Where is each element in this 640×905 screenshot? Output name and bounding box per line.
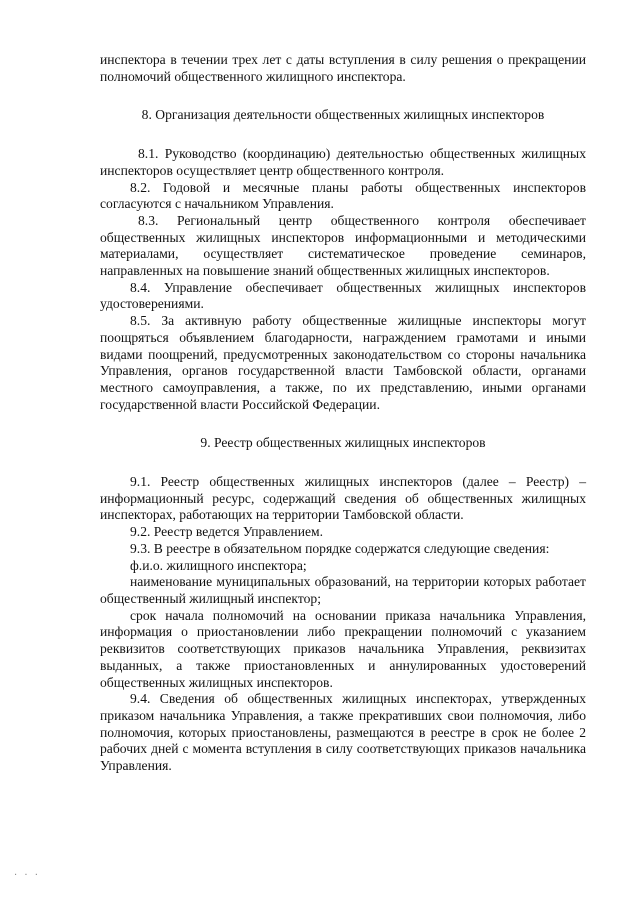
intro-paragraph: инспектора в течении трех лет с даты вступления в силу решения о прекращении полномочий общественного жилищного инспектора. (100, 52, 586, 84)
spacer (100, 452, 586, 474)
paragraph-9-2: 9.2. Реестр ведется Управлением. (130, 524, 324, 540)
paragraph-8-2: 8.2. Годовой и месячные планы работы общественных инспекторов согласуются с начальником Управления. (100, 179, 586, 212)
list-item-municipalities: наименование муниципальных образований, на территории которых работает общественный жилищный инспектор; (100, 574, 586, 606)
paragraph-9-3: 9.3. В реестре в обязательном порядке содержатся следующие сведения: (130, 540, 550, 556)
paragraph-9-1: 9.1. Реестр общественных жилищных инспекторов (далее – Реестр) – информационный ресурс, содержащий сведения об общественных жилищных инспекторах, работающих на территории Тамбовской области. (100, 474, 586, 523)
spacer (100, 124, 586, 146)
paragraph-8-3: 8.3. Региональный центр общественного контроля обеспечивает общественных жилищных инспекторов информационными и методическими материалами, осуществляет систематическое проведение семинаров, направленных на повышение знаний общественных жилищных инспекторов. (100, 212, 586, 279)
list-item-term: срок начала полномочий на основании приказа начальника Управления, информация о приостановлении либо прекращении полномочий с указанием реквизитов соответствующих приказов начальника Управления, реквизитах выданных, а также приостановленных и аннулированных удостоверений общественных жилищных инспекторов. (100, 607, 586, 690)
scan-artifact: · · · (14, 870, 40, 881)
paragraph-8-5: 8.5. За активную работу общественные жилищные инспекторы могут поощряться объявлением благодарности, награждением грамотами и иными видами поощрений, предусмотренных законодательством со стороны начальника Управления, органов государственной власти Тамбовской области, органами местного самоуправления, а также, по их представлению, иными органами государственной власти Российской Федерации. (100, 313, 586, 412)
paragraph-8-1: 8.1. Руководство (координацию) деятельностью общественных жилищных инспекторов осуществляет центр общественного контроля. (100, 146, 586, 178)
spacer (100, 85, 586, 107)
paragraph-8-4: 8.4. Управление обеспечивает общественных жилищных инспекторов удостоверениями. (100, 279, 586, 312)
document-page (100, 52, 586, 775)
list-item-fio: ф.и.о. жилищного инспектора; (130, 557, 307, 573)
spacer (100, 413, 586, 435)
paragraph-9-4: 9.4. Сведения об общественных жилищных инспекторах, утвержденных приказом начальника Управления, а также прекративших свои полномочия, либо полномочия, которых приостановлены, размещаются в реестре в срок не более 2 рабочих дней с момента вступления в силу соответствующих приказов начальника Управления. (100, 691, 586, 774)
section-8-heading: 8. Организация деятельности общественных жилищных инспекторов (141, 107, 545, 123)
section-9-heading: 9. Реестр общественных жилищных инспекторов (200, 435, 486, 451)
